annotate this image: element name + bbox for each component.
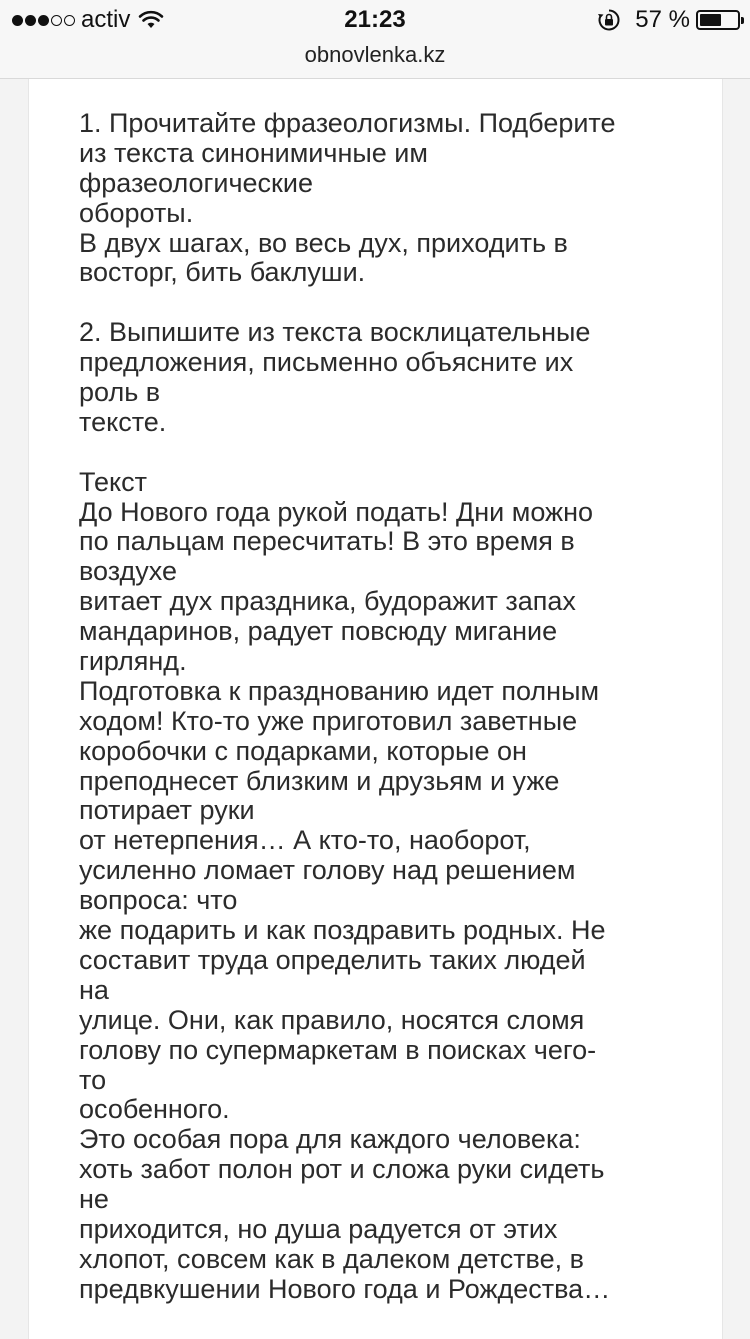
orientation-lock-icon: [597, 8, 621, 32]
text-body-line: витает дух праздника, будоражит запах: [79, 586, 576, 617]
text-body-line: составит труда определить таких людей: [79, 944, 586, 975]
text-body-line: Подготовка к празднованию идет полным: [79, 675, 600, 706]
text-body-line: мандаринов, радует повсюду мигание: [79, 616, 558, 647]
battery-percent: 57 %: [635, 6, 690, 33]
task-1-line: В двух шагах, во весь дух, приходить в: [79, 227, 568, 258]
text-body-line: от нетерпения… А кто-то, наоборот,: [79, 825, 531, 856]
status-bar: [0, 0, 750, 40]
task-1-line: восторг, бить баклуши.: [79, 257, 366, 288]
status-time: 21:23: [344, 6, 406, 33]
text-body-line: не: [79, 1184, 109, 1215]
text-body-line: коробочки с подарками, которые он: [79, 735, 527, 766]
text-body-line: хоть забот полон рот и сложа руки сидеть: [79, 1154, 605, 1185]
text-body-line: то: [79, 1064, 107, 1095]
task-2: [79, 318, 699, 438]
text-body-line: До Нового года рукой подать! Дни можно: [79, 496, 594, 527]
text-body-line: Это особая пора для каждого человека:: [79, 1124, 581, 1155]
task-2-line: предложения, письменно объясните их: [79, 347, 574, 378]
task-1-line: обороты.: [79, 197, 194, 228]
status-right: [597, 6, 740, 34]
text-body-line: усиленно ломает голову над решением: [79, 855, 576, 886]
text-body-line: потирает руки: [79, 795, 255, 826]
task-1-line: из текста синонимичные им: [79, 137, 428, 168]
task-1-line: фразеологические: [79, 167, 313, 198]
text-body-line: улице. Они, как правило, носятся сломя: [79, 1004, 585, 1035]
text-body-line: гирлянд.: [79, 646, 187, 677]
text-body-line: воздухе: [79, 556, 178, 587]
page-content: [28, 79, 723, 1339]
text-body-line: приходится, но душа радуется от этих: [79, 1213, 558, 1244]
task-2-line: 2. Выпишите из текста восклицательные: [79, 317, 591, 348]
text-heading: Текст: [79, 466, 147, 497]
text-body-line: ходом! Кто-то уже приготовил заветные: [79, 705, 578, 736]
task-1-line: 1. Прочитайте фразеологизмы. Подберите: [79, 108, 616, 138]
task-1: [79, 109, 699, 288]
task-2-line: роль в: [79, 377, 161, 408]
text-body-line: вопроса: что: [79, 885, 238, 916]
address-bar[interactable]: [0, 40, 750, 79]
text-body-line: голову по супермаркетам в поисках чего-: [79, 1034, 597, 1065]
text-body-line: же подарить и как поздравить родных. Не: [79, 915, 606, 946]
text-body-line: особенного.: [79, 1094, 230, 1125]
battery-level: [700, 14, 721, 26]
battery-icon: [696, 10, 740, 30]
url-domain[interactable]: obnovlenka.kz: [304, 42, 446, 67]
carrier-name: activ: [81, 6, 131, 33]
text-body: [79, 498, 699, 1305]
text-body-line: по пальцам пересчитать! В это время в: [79, 526, 575, 557]
text-body-line: хлопот, совсем как в далеком детстве, в: [79, 1243, 584, 1274]
text-body-line: преподнесет близким и друзьям и уже: [79, 765, 560, 796]
article-text: [79, 109, 699, 1305]
text-body-line: на: [79, 974, 109, 1005]
text-body-line: предвкушении Нового года и Рождества…: [79, 1273, 611, 1304]
task-2-line: тексте.: [79, 406, 167, 437]
